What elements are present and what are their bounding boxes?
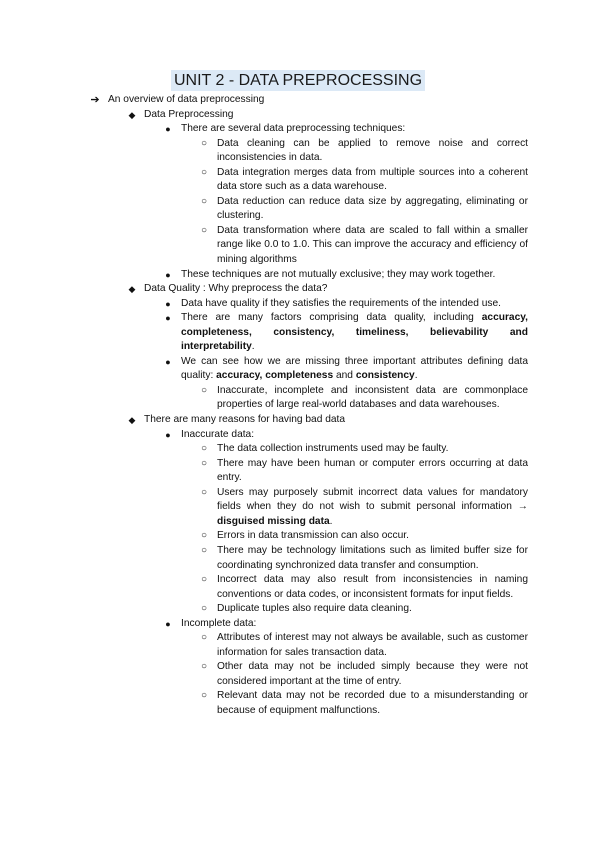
circle-icon: ○: [200, 166, 208, 178]
list-item: [0, 631, 600, 660]
overview-text: An overview of data preprocessing: [108, 94, 265, 105]
list-item-text: These techniques are not mutually exclusive; they may work together.: [181, 268, 496, 280]
list-item: [0, 544, 600, 573]
list-item: [0, 195, 600, 224]
bold-text: accuracy, completeness, consistency, timeliness, believability and interpretability: [181, 312, 528, 353]
list-item-text: [181, 311, 528, 355]
list-item-text: Relevant data may not be recorded due to a misunderstanding or because of equipment malfunctions.: [217, 690, 528, 716]
list-item-text: Inaccurate data:: [181, 428, 255, 440]
text-run: .: [329, 515, 333, 527]
circle-icon: ○: [200, 574, 208, 586]
circle-icon: ○: [200, 384, 208, 396]
list-item-overview: [0, 93, 600, 108]
diamond-icon: ◆: [128, 415, 136, 426]
disc-icon: ●: [165, 356, 171, 367]
circle-icon: ○: [200, 661, 208, 673]
text-run: There are many factors comprising data quality, including: [181, 312, 482, 324]
bold-text: disguised missing data: [217, 515, 330, 527]
list-item: [0, 311, 600, 355]
text-run: Users may purposely submit incorrect data values for mandatory fields when they do not wish to submit personal information →: [217, 486, 528, 513]
list-item: [0, 457, 600, 486]
list-item: [0, 384, 600, 413]
circle-icon: ○: [200, 224, 208, 236]
list-item: [0, 428, 600, 443]
circle-icon: ○: [200, 195, 208, 207]
page-title: UNIT 2 - DATA PREPROCESSING: [171, 70, 425, 91]
list-item-text: Other data may not be included simply because they were not considered important at the time of entry.: [217, 661, 528, 687]
list-item-text: Errors in data transmission can also occur.: [217, 530, 409, 542]
diamond-icon: ◆: [128, 109, 136, 120]
circle-icon: ○: [200, 544, 208, 556]
circle-icon: ○: [200, 443, 208, 455]
text-run: and: [333, 370, 356, 382]
list-item: [0, 122, 600, 137]
list-item-text: Data integration merges data from multiple sources into a coherent data store such as a data warehouse.: [217, 166, 528, 193]
list-item-text: Incorrect data may also result from inconsistencies in naming conventions or data codes, or inconsistent formats for input fields.: [217, 574, 528, 600]
disc-icon: ●: [165, 313, 171, 324]
bold-text: accuracy, completeness: [216, 370, 334, 382]
circle-icon: ○: [200, 690, 208, 702]
section-heading-text: Data Preprocessing: [144, 108, 234, 120]
circle-icon: ○: [200, 603, 208, 615]
disc-icon: ●: [165, 124, 171, 135]
list-item-text: Duplicate tuples also require data cleaning.: [217, 603, 412, 615]
list-item-text: There are several data preprocessing techniques:: [181, 123, 406, 135]
bold-text: consistency: [355, 370, 415, 382]
section-heading-bad-data: [0, 413, 600, 428]
arrow-icon: ➔: [90, 94, 100, 106]
list-item: [0, 529, 600, 544]
list-item-text: Data have quality if they satisfies the requirements of the intended use.: [181, 297, 501, 309]
circle-icon: ○: [200, 457, 208, 469]
disc-icon: ●: [165, 298, 171, 309]
list-item: [0, 617, 600, 632]
list-item: [0, 442, 600, 457]
diamond-icon: ◆: [128, 284, 136, 295]
text-run: .: [251, 341, 255, 353]
list-item-text: Incomplete data:: [181, 617, 257, 629]
list-item-text: There may have been human or computer errors occurring at data entry.: [217, 457, 528, 484]
list-item: [0, 297, 600, 312]
list-item: [0, 268, 600, 283]
list-item-text: There may be technology limitations such as limited buffer size for coordinating synchronized data transfer and consumption.: [217, 544, 528, 571]
text-run: We can see how we are missing three important attributes defining data quality:: [181, 355, 528, 382]
disc-icon: ●: [165, 269, 171, 280]
list-item-text: Data cleaning can be applied to remove noise and correct inconsistencies in data.: [217, 137, 528, 164]
list-item: [0, 689, 600, 718]
list-item-text: Data transformation where data are scaled to fall within a smaller range like 0.0 to 1.0. This can improve the accuracy and efficiency of mining algorithms: [217, 224, 528, 266]
circle-icon: ○: [200, 486, 208, 498]
circle-icon: ○: [200, 530, 208, 542]
section-heading-preprocessing: [0, 108, 600, 123]
list-item: [0, 137, 600, 166]
list-item-text: The data collection instruments used may be faulty.: [217, 443, 449, 455]
list-item: [0, 486, 600, 530]
list-item: [0, 573, 600, 602]
text-run: .: [414, 370, 418, 382]
list-item-text: [217, 486, 528, 530]
disc-icon: ●: [165, 618, 171, 629]
list-item: [0, 602, 600, 617]
section-heading-data-quality: [0, 282, 600, 297]
list-item: [0, 224, 600, 268]
circle-icon: ○: [200, 632, 208, 644]
list-item: [0, 660, 600, 689]
list-item: [0, 166, 600, 195]
list-item-text: Attributes of interest may not always be available, such as customer information for sales transaction data.: [217, 632, 528, 658]
list-item-text: [181, 355, 528, 384]
circle-icon: ○: [200, 137, 208, 149]
disc-icon: ●: [165, 429, 171, 440]
list-item: [0, 355, 600, 384]
list-item-text: Data reduction can reduce data size by aggregating, eliminating or clustering.: [217, 195, 528, 222]
section-heading-text: Data Quality : Why preprocess the data?: [144, 283, 328, 295]
list-item-text: Inaccurate, incomplete and inconsistent data are commonplace properties of large real-world databases and data warehouses.: [217, 384, 528, 411]
section-heading-text: There are many reasons for having bad data: [144, 414, 346, 426]
document-body: [0, 93, 600, 719]
